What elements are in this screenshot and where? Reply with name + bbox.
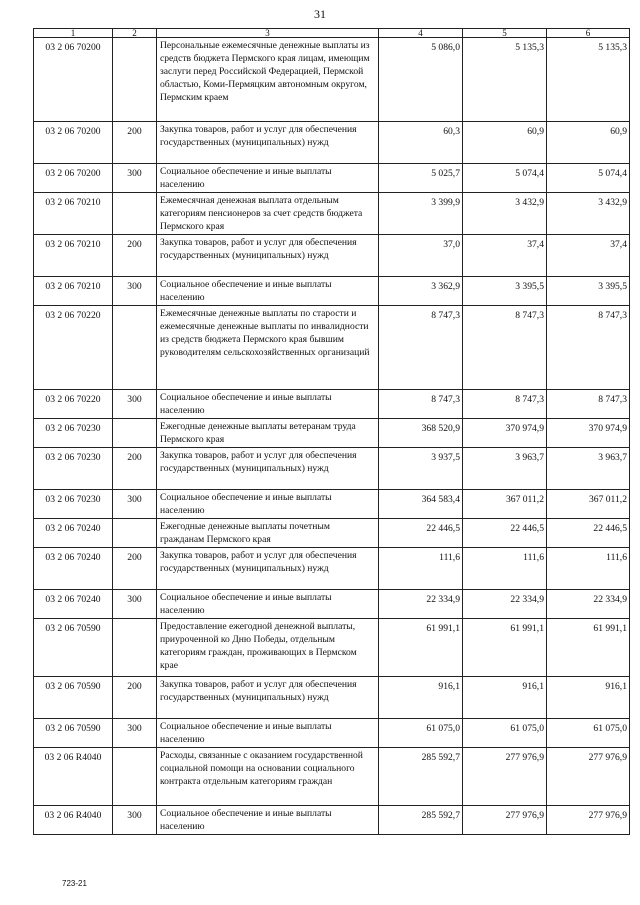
cell-v6: 111,6 xyxy=(547,548,630,590)
table-row xyxy=(34,719,630,748)
table-row xyxy=(34,519,630,548)
cell-v4: 37,0 xyxy=(379,235,463,277)
table-row xyxy=(34,619,630,677)
cell-v6: 61 991,1 xyxy=(547,619,630,677)
cell-vr: 300 xyxy=(113,806,157,835)
cell-v4: 22 446,5 xyxy=(379,519,463,548)
cell-v4: 368 520,9 xyxy=(379,419,463,448)
cell-v6: 37,4 xyxy=(547,235,630,277)
cell-vr: 300 xyxy=(113,164,157,193)
column-header-3: 3 xyxy=(157,29,379,38)
cell-v6: 5 074,4 xyxy=(547,164,630,193)
cell-v5: 277 976,9 xyxy=(463,806,547,835)
cell-code: 03 2 06 70220 xyxy=(34,390,113,419)
cell-v6: 277 976,9 xyxy=(547,748,630,806)
cell-vr: 300 xyxy=(113,390,157,419)
table-row xyxy=(34,677,630,719)
cell-v4: 60,3 xyxy=(379,122,463,164)
cell-v6: 5 135,3 xyxy=(547,38,630,122)
cell-v4: 5 086,0 xyxy=(379,38,463,122)
cell-code: 03 2 06 70590 xyxy=(34,619,113,677)
cell-v4: 8 747,3 xyxy=(379,390,463,419)
cell-v5: 8 747,3 xyxy=(463,306,547,390)
column-header-1: 1 xyxy=(34,29,113,38)
cell-code: 03 2 06 R4040 xyxy=(34,748,113,806)
cell-v6: 370 974,9 xyxy=(547,419,630,448)
table-row xyxy=(34,390,630,419)
cell-vr: 200 xyxy=(113,235,157,277)
cell-name: Социальное обеспечение и иные выплаты населению xyxy=(157,277,379,306)
cell-name: Ежегодные денежные выплаты почетным гражданам Пермского края xyxy=(157,519,379,548)
cell-code: 03 2 06 70220 xyxy=(34,306,113,390)
cell-vr: 200 xyxy=(113,677,157,719)
cell-v6: 22 334,9 xyxy=(547,590,630,619)
cell-name: Закупка товаров, работ и услуг для обеспечения государственных (муниципальных) нужд xyxy=(157,122,379,164)
cell-v4: 61 075,0 xyxy=(379,719,463,748)
cell-v4: 3 937,5 xyxy=(379,448,463,490)
cell-vr: 200 xyxy=(113,122,157,164)
budget-table-wrapper xyxy=(33,28,630,835)
cell-code: 03 2 06 70200 xyxy=(34,122,113,164)
table-body xyxy=(34,38,630,835)
cell-v4: 3 399,9 xyxy=(379,193,463,235)
table-row xyxy=(34,419,630,448)
cell-name: Закупка товаров, работ и услуг для обеспечения государственных (муниципальных) нужд xyxy=(157,677,379,719)
cell-v4: 111,6 xyxy=(379,548,463,590)
cell-v5: 916,1 xyxy=(463,677,547,719)
cell-v4: 285 592,7 xyxy=(379,748,463,806)
cell-v5: 61 075,0 xyxy=(463,719,547,748)
cell-code: 03 2 06 70210 xyxy=(34,277,113,306)
cell-v4: 3 362,9 xyxy=(379,277,463,306)
cell-vr xyxy=(113,748,157,806)
cell-v4: 22 334,9 xyxy=(379,590,463,619)
cell-v5: 367 011,2 xyxy=(463,490,547,519)
table-row xyxy=(34,448,630,490)
cell-name: Ежемесячная денежная выплата отдельным категориям пенсионеров за счет средств бюджета Пермского края xyxy=(157,193,379,235)
cell-name: Закупка товаров, работ и услуг для обеспечения государственных (муниципальных) нужд xyxy=(157,235,379,277)
budget-table xyxy=(33,28,630,835)
table-row xyxy=(34,806,630,835)
cell-name: Социальное обеспечение и иные выплаты населению xyxy=(157,390,379,419)
cell-v5: 22 334,9 xyxy=(463,590,547,619)
cell-vr: 300 xyxy=(113,590,157,619)
cell-name: Закупка товаров, работ и услуг для обеспечения государственных (муниципальных) нужд xyxy=(157,548,379,590)
cell-vr: 200 xyxy=(113,548,157,590)
cell-v5: 3 432,9 xyxy=(463,193,547,235)
cell-vr xyxy=(113,306,157,390)
cell-name: Расходы, связанные с оказанием государственной социальной помощи на основании социального контракта отдельным категориям граждан xyxy=(157,748,379,806)
cell-name: Социальное обеспечение и иные выплаты населению xyxy=(157,719,379,748)
cell-v4: 916,1 xyxy=(379,677,463,719)
cell-vr xyxy=(113,419,157,448)
cell-name: Предоставление ежегодной денежной выплаты, приуроченной ко Дню Победы, отдельным категориям граждан, проживающих в Пермском крае xyxy=(157,619,379,677)
column-number-row xyxy=(34,29,630,38)
cell-v6: 3 432,9 xyxy=(547,193,630,235)
footer-code: 723-21 xyxy=(62,879,87,888)
cell-code: 03 2 06 70200 xyxy=(34,38,113,122)
cell-code: 03 2 06 70210 xyxy=(34,193,113,235)
cell-v5: 5 135,3 xyxy=(463,38,547,122)
cell-code: 03 2 06 70230 xyxy=(34,448,113,490)
cell-vr xyxy=(113,193,157,235)
table-row xyxy=(34,122,630,164)
table-row xyxy=(34,748,630,806)
cell-v6: 277 976,9 xyxy=(547,806,630,835)
cell-v6: 22 446,5 xyxy=(547,519,630,548)
cell-name: Социальное обеспечение и иные выплаты населению xyxy=(157,590,379,619)
cell-name: Закупка товаров, работ и услуг для обеспечения государственных (муниципальных) нужд xyxy=(157,448,379,490)
cell-vr xyxy=(113,519,157,548)
cell-code: 03 2 06 70240 xyxy=(34,590,113,619)
cell-vr: 200 xyxy=(113,448,157,490)
cell-code: 03 2 06 R4040 xyxy=(34,806,113,835)
cell-vr xyxy=(113,619,157,677)
page-number: 31 xyxy=(314,7,326,21)
cell-code: 03 2 06 70590 xyxy=(34,677,113,719)
cell-v6: 916,1 xyxy=(547,677,630,719)
table-row xyxy=(34,277,630,306)
cell-code: 03 2 06 70590 xyxy=(34,719,113,748)
cell-v5: 111,6 xyxy=(463,548,547,590)
cell-v5: 3 395,5 xyxy=(463,277,547,306)
cell-v5: 5 074,4 xyxy=(463,164,547,193)
cell-v5: 37,4 xyxy=(463,235,547,277)
cell-code: 03 2 06 70210 xyxy=(34,235,113,277)
cell-v4: 285 592,7 xyxy=(379,806,463,835)
table-row xyxy=(34,164,630,193)
cell-name: Ежемесячные денежные выплаты по старости и ежемесячные денежные выплаты по инвалидности из средств бюджета Пермского края бывшим руководителям сельскохозяйственных организаций xyxy=(157,306,379,390)
cell-name: Персональные ежемесячные денежные выплаты из средств бюджета Пермского края лицам, имеющим заслуги перед Российской Федерацией, Пермской областью, Коми-Пермяцким автономным округом, Пермским краем xyxy=(157,38,379,122)
cell-vr: 300 xyxy=(113,277,157,306)
cell-v5: 370 974,9 xyxy=(463,419,547,448)
cell-v5: 60,9 xyxy=(463,122,547,164)
cell-name: Социальное обеспечение и иные выплаты населению xyxy=(157,164,379,193)
table-row xyxy=(34,306,630,390)
table-row xyxy=(34,38,630,122)
cell-v5: 8 747,3 xyxy=(463,390,547,419)
cell-v6: 3 395,5 xyxy=(547,277,630,306)
cell-code: 03 2 06 70200 xyxy=(34,164,113,193)
cell-name: Ежегодные денежные выплаты ветеранам труда Пермского края xyxy=(157,419,379,448)
cell-v4: 5 025,7 xyxy=(379,164,463,193)
cell-code: 03 2 06 70240 xyxy=(34,519,113,548)
cell-vr xyxy=(113,38,157,122)
cell-name: Социальное обеспечение и иные выплаты населению xyxy=(157,490,379,519)
cell-vr: 300 xyxy=(113,490,157,519)
cell-v4: 61 991,1 xyxy=(379,619,463,677)
cell-v5: 61 991,1 xyxy=(463,619,547,677)
table-row xyxy=(34,193,630,235)
cell-v5: 3 963,7 xyxy=(463,448,547,490)
cell-v6: 367 011,2 xyxy=(547,490,630,519)
cell-code: 03 2 06 70230 xyxy=(34,490,113,519)
cell-v4: 8 747,3 xyxy=(379,306,463,390)
table-row xyxy=(34,590,630,619)
cell-v5: 22 446,5 xyxy=(463,519,547,548)
cell-v6: 8 747,3 xyxy=(547,390,630,419)
cell-v6: 60,9 xyxy=(547,122,630,164)
cell-code: 03 2 06 70230 xyxy=(34,419,113,448)
cell-v6: 8 747,3 xyxy=(547,306,630,390)
cell-v5: 277 976,9 xyxy=(463,748,547,806)
column-header-4: 4 xyxy=(379,29,463,38)
cell-vr: 300 xyxy=(113,719,157,748)
cell-v4: 364 583,4 xyxy=(379,490,463,519)
cell-v6: 3 963,7 xyxy=(547,448,630,490)
table-row xyxy=(34,235,630,277)
column-header-2: 2 xyxy=(113,29,157,38)
cell-v6: 61 075,0 xyxy=(547,719,630,748)
table-row xyxy=(34,548,630,590)
column-header-6: 6 xyxy=(547,29,630,38)
cell-code: 03 2 06 70240 xyxy=(34,548,113,590)
cell-name: Социальное обеспечение и иные выплаты населению xyxy=(157,806,379,835)
column-header-5: 5 xyxy=(463,29,547,38)
table-row xyxy=(34,490,630,519)
